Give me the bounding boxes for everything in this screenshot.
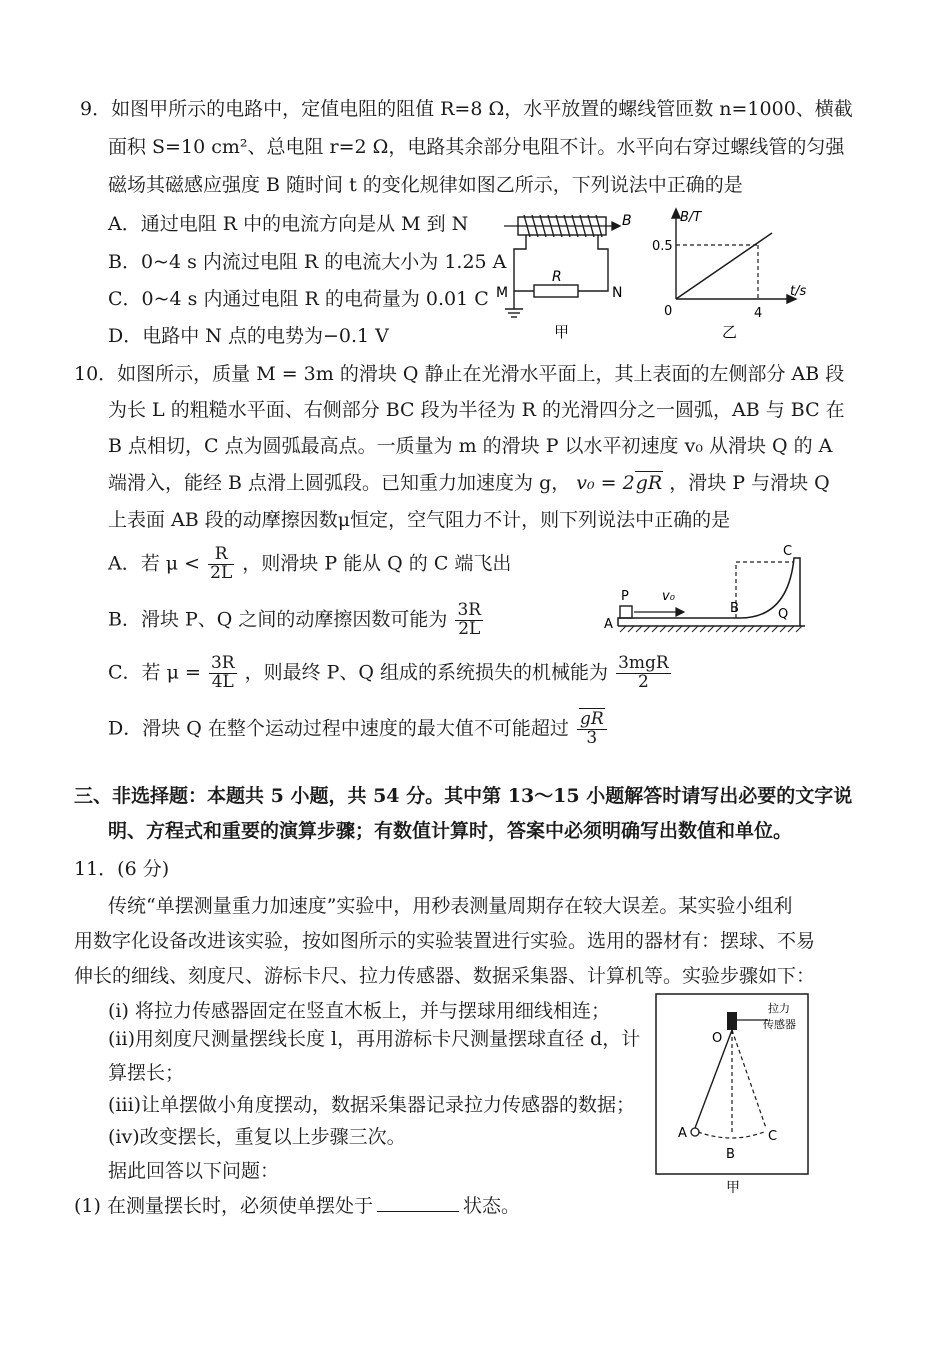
q10-line4 [108, 472, 830, 495]
sensor-label-2: 传感器 [763, 1018, 796, 1031]
label-v0: v₀ [662, 589, 675, 604]
q9-option-b: B．0~4 s 内流过电阻 R 的电流大小为 1.25 A [108, 251, 507, 273]
q10-option-b-text: B．滑块 P、Q 之间的动摩擦因数可能为 [108, 608, 448, 631]
frac-num: 3mgR [618, 653, 669, 673]
q11-prompt: 据此回答以下问题： [108, 1160, 280, 1182]
q10-line1: 10．如图所示，质量 M = 3m 的滑块 Q 静止在光滑水平面上，其上表面的左侧部分 AB 段 [74, 363, 845, 385]
label-o: O [712, 1031, 723, 1046]
q9-option-a: A．通过电阻 R 中的电流方向是从 M 到 N [108, 213, 469, 235]
q10-line2: 为长 L 的粗糙水平面、右侧部分 BC 段为半径为 R 的光滑四分之一圆弧，AB 与 BC 在 [108, 399, 845, 421]
frac-den: 2 [638, 671, 649, 692]
frac-num: 3R [210, 653, 235, 673]
q11-sub1-text-a: (1) 在测量摆长时，必须使单摆处于 [74, 1195, 373, 1217]
q10-line4-text-a: 端滑入，能经 B 点滑上圆弧段。已知重力加速度为 g， [108, 472, 571, 494]
sensor-label-1: 拉力 [768, 1002, 790, 1015]
graph-origin: 0 [664, 304, 673, 319]
q10-option-c-text-a: C．若 μ = [108, 661, 201, 684]
ground-hatching [620, 626, 802, 632]
q10-line3: B 点相切，C 点为圆弧最高点。一质量为 m 的滑块 P 以水平初速度 v₀ 从滑块 Q 的 A [108, 435, 833, 457]
resistor-label: R [552, 269, 562, 285]
q10-option-c-text-b: ，则最终 P、Q 组成的系统损失的机械能为 [244, 661, 609, 684]
label-p: P [621, 589, 629, 604]
q10-option-d [108, 711, 609, 748]
q11-line1: 传统“单摆测量重力加速度”实验中，用秒表测量周期存在较大误差。某实验小组利 [108, 895, 793, 917]
graph-x-label: t/s [790, 284, 807, 299]
q11-line3: 伸长的细线、刻度尺、游标卡尺、拉力传感器、数据采集器、计算机等。实验步骤如下： [74, 965, 816, 987]
figure-jia-caption: 甲 [554, 323, 570, 341]
q11-step2b: 算摆长； [108, 1062, 185, 1084]
q11-sub1-text-b: 状态。 [462, 1195, 520, 1217]
q10-option-a-fraction [208, 546, 234, 583]
q9-line3: 磁场其磁感应强度 B 随时间 t 的变化规律如图乙所示，下列说法中正确的是 [108, 174, 743, 196]
q11-step4: (iv)改变摆长，重复以上步骤三次。 [108, 1126, 406, 1148]
graph-y-tick: 0.5 [652, 239, 673, 254]
section3-line1: 三、非选择题：本题共 5 小题，共 54 分。其中第 13～15 小题解答时请写出必要的文字说 [74, 785, 853, 807]
q11-sub1 [74, 1195, 520, 1218]
label-q: Q [778, 607, 789, 622]
frac-sqrt: gR [579, 709, 604, 729]
graph-y-label: B/T [680, 210, 702, 225]
frac-den: 2L [458, 618, 481, 639]
q10-option-a-text-a: A．若 μ < [108, 552, 201, 575]
q10-option-b-fraction [455, 602, 483, 639]
q10-option-a-text-b: ，则滑块 P 能从 Q 的 C 端飞出 [242, 552, 512, 575]
tension-sensor [727, 1012, 737, 1030]
q10-option-c-fraction [209, 655, 237, 692]
q10-line4-text-b: ，滑块 P 与滑块 Q [669, 472, 830, 494]
section3-line2: 明、方程式和重要的演算步骤；有数值计算时，答案中必须明确写出数值和单位。 [108, 820, 793, 842]
figure-caption: 甲 [726, 1180, 740, 1196]
q11-line2: 用数字化设备改进该实验，按如图所示的实验装置进行实验。选用的器材有：摆球、不易 [74, 930, 816, 952]
answer-blank[interactable] [377, 1195, 459, 1212]
q9-line1: 9．如图甲所示的电路中，定值电阻的阻值 R=8 Ω，水平放置的螺线管匝数 n=1000、横截 [80, 98, 853, 120]
point-n-label: N [612, 285, 623, 301]
q9-bt-graph [650, 205, 820, 345]
q10-option-c [108, 655, 673, 692]
label-b: B [726, 1147, 735, 1162]
field-arrow [504, 222, 620, 230]
q10-line5: 上表面 AB 段的动摩擦因数μ恒定，空气阻力不计，则下列说法中正确的是 [108, 509, 731, 531]
q11-pendulum-figure [650, 990, 815, 1200]
graph-x-tick: 4 [754, 306, 763, 321]
q9-circuit-figure [490, 205, 640, 345]
q9-option-d: D．电路中 N 点的电势为−0.1 V [108, 325, 389, 347]
frac-num: R [208, 546, 234, 565]
label-a: A [678, 1126, 687, 1141]
label-a: A [604, 617, 613, 632]
frac-den: 4L [211, 671, 234, 692]
q10-option-d-fraction [577, 711, 607, 748]
q11-header: 11．(6 分) [74, 858, 170, 880]
q9-line2: 面积 S=10 cm²、总电阻 r=2 Ω，电路其余部分电阻不计。水平向右穿过螺线管的匀强 [108, 136, 845, 158]
pendulum-bob [691, 1128, 699, 1136]
label-c: C [768, 1129, 778, 1144]
frac-den: 2L [210, 562, 233, 583]
q10-v0-expression: v₀ = 2 [576, 472, 635, 494]
q11-step3: (iii)让单摆做小角度摆动，数据采集器记录拉力传感器的数据； [108, 1094, 636, 1116]
q10-option-d-text: D．滑块 Q 在整个运动过程中速度的最大值不可能超过 [108, 717, 569, 740]
q11-step2a: (ii)用刻度尺测量摆线长度 l，再用游标卡尺测量摆球直径 d，计 [108, 1028, 641, 1050]
q10-slider-figure [600, 540, 815, 640]
q10-option-c-fraction-2 [616, 655, 671, 692]
q10-option-a [108, 546, 511, 583]
q10-option-b [108, 602, 485, 639]
block-p [620, 606, 632, 618]
label-b: B [730, 601, 739, 616]
frac-den: 3 [586, 727, 598, 748]
q9-option-c: C．0~4 s 内通过电阻 R 的电荷量为 0.01 C [108, 288, 489, 310]
point-m-label: M [496, 285, 509, 301]
frac-num: 3R [457, 600, 482, 620]
figure-yi-caption: 乙 [722, 323, 738, 341]
field-label-b: B [622, 213, 632, 229]
label-c: C [783, 544, 793, 559]
q11-step1: (i) 将拉力传感器固定在竖直木板上，并与摆球用细线相连； [108, 1000, 610, 1022]
q10-v0-sqrt: gR [635, 472, 663, 494]
